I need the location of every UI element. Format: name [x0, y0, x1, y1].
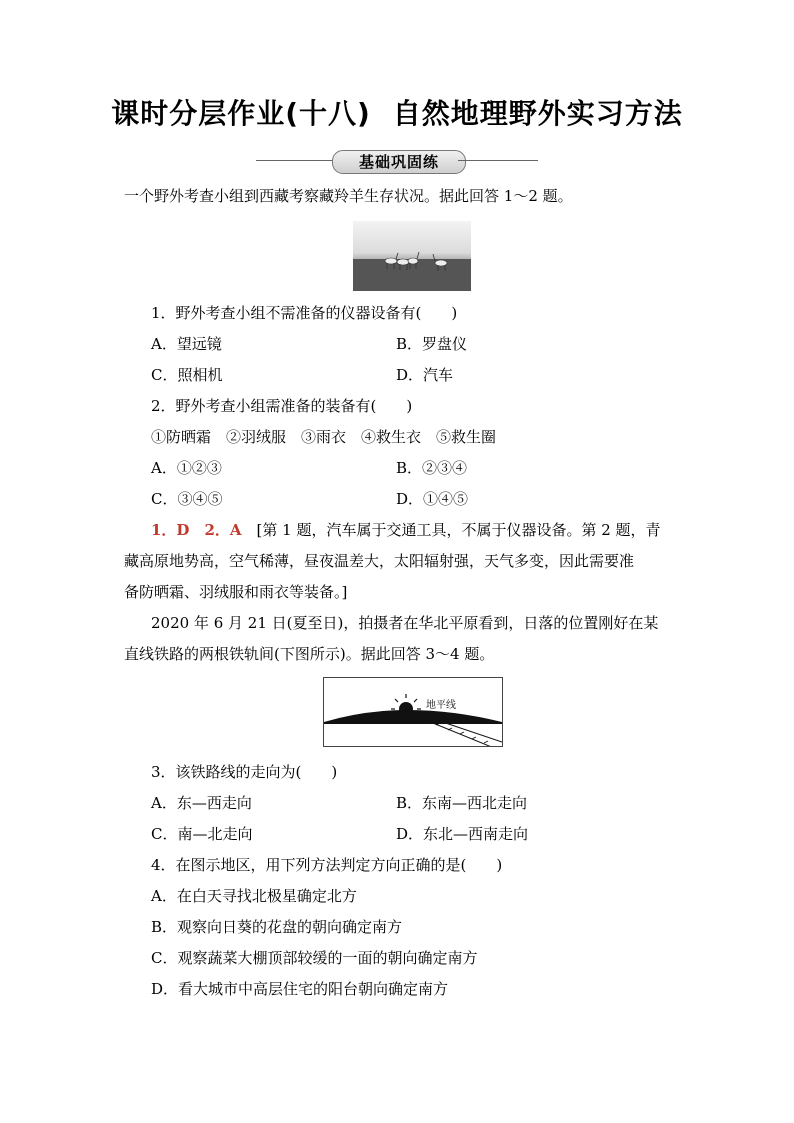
title-sub: 自然地理野外实习方法	[392, 97, 683, 130]
q3-option-c: C．南—北走向	[151, 825, 253, 843]
q4-option-d: D．看大城市中高层住宅的阳台朝向确定南方	[151, 980, 449, 998]
q1-option-d: D．汽车	[396, 366, 454, 384]
q4-option-b: B．观察向日葵的花盘的朝向确定南方	[151, 918, 403, 936]
horizon-label: 地平线	[426, 700, 456, 711]
q2-items: ①防晒霜 ②羽绒服 ③雨衣 ④救生衣 ⑤救生圈	[151, 428, 497, 446]
horizon-sun-illustration	[324, 678, 502, 746]
railway-sunset-diagram	[323, 677, 503, 747]
q4-option-a: A．在白天寻找北极星确定北方	[151, 887, 357, 905]
title-main: 课时分层作业(十八)	[111, 97, 371, 130]
section-label: 基础巩固练	[332, 150, 466, 174]
q3-stem: 3．该铁路线的走向为( )	[151, 763, 338, 781]
answer-1-line-3: 备防晒霜、羽绒服和雨衣等装备。]	[124, 583, 348, 601]
q1-option-a: A．望远镜	[151, 335, 222, 353]
q2-option-a: A．①②③	[151, 459, 222, 477]
section-divider-left	[256, 160, 336, 161]
section-header	[256, 150, 538, 172]
q2-stem: 2．野外考查小组需准备的装备有( )	[151, 397, 413, 415]
answer-explanation-1: [第 1 题，汽车属于交通工具，不属于仪器设备。第 2 题，青	[256, 521, 661, 539]
answer-1-line-1	[151, 520, 661, 540]
q4-option-c: C．观察蔬菜大棚顶部较缓的一面的朝向确定南方	[151, 949, 478, 967]
q1-option-b: B．罗盘仪	[396, 335, 468, 353]
section-divider-right	[458, 160, 538, 161]
intro-paragraph-2-line-1: 2020 年 6 月 21 日(夏至日)，拍摄者在华北平原看到，日落的位置刚好在某	[151, 614, 659, 632]
q3-option-a: A．东—西走向	[151, 794, 252, 812]
q2-option-d: D．①④⑤	[396, 490, 469, 508]
answer-key: 1．D 2．A	[151, 521, 242, 539]
q4-stem: 4．在图示地区，用下列方法判定方向正确的是( )	[151, 856, 503, 874]
q1-stem: 1．野外考查小组不需准备的仪器设备有( )	[151, 304, 458, 322]
intro-paragraph-2-line-2: 直线铁路的两根铁轨间(下图所示)。据此回答 3～4 题。	[124, 645, 495, 663]
q3-option-b: B．东南—西北走向	[396, 794, 528, 812]
antelope-illustration	[353, 221, 471, 291]
answer-1-line-2: 藏高原地势高，空气稀薄，昼夜温差大，太阳辐射强，天气多变，因此需要准	[124, 552, 635, 570]
q1-option-c: C．照相机	[151, 366, 223, 384]
page-title	[0, 92, 794, 132]
q2-option-c: C．③④⑤	[151, 490, 223, 508]
q3-option-d: D．东北—西南走向	[396, 825, 529, 843]
antelope-photo	[353, 221, 471, 291]
intro-paragraph-1: 一个野外考查小组到西藏考察藏羚羊生存状况。据此回答 1～2 题。	[124, 187, 573, 205]
q2-option-b: B．②③④	[396, 459, 468, 477]
